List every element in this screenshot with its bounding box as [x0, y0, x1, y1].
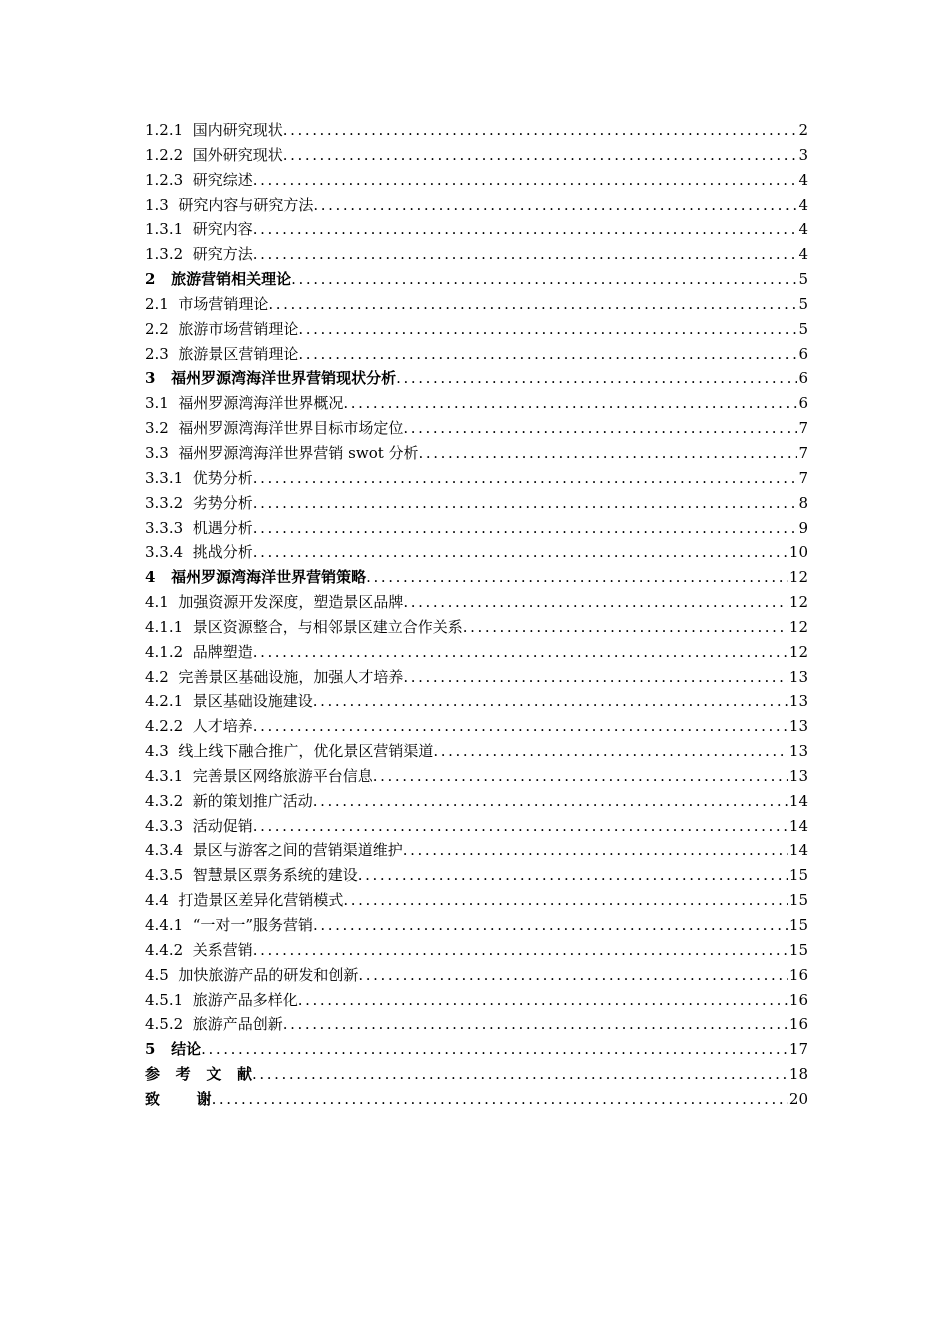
- toc-entry[interactable]: [145, 963, 808, 988]
- toc-entry-title: 3.3.3 机遇分析: [145, 518, 253, 537]
- toc-dot-leader: [253, 466, 798, 491]
- toc-entry-title: 4.3.4 景区与游客之间的营销渠道维护: [145, 841, 403, 860]
- toc-dot-leader: [253, 540, 788, 565]
- toc-entry[interactable]: [145, 342, 808, 367]
- toc-entry[interactable]: [145, 168, 808, 193]
- toc-page-number: 5: [798, 270, 808, 289]
- toc-entry-title: 4.1.1 景区资源整合，与相邻景区建立合作关系: [145, 617, 463, 636]
- toc-entry[interactable]: [145, 714, 808, 739]
- toc-entry[interactable]: [145, 988, 808, 1013]
- toc-dot-leader: [291, 267, 797, 292]
- toc-entry[interactable]: [145, 391, 808, 416]
- toc-entry-title: 2.1 市场营销理论: [145, 294, 269, 313]
- toc-dot-leader: [358, 863, 788, 888]
- toc-entry[interactable]: [145, 193, 808, 218]
- toc-dot-leader: [433, 739, 788, 764]
- toc-dot-leader: [212, 1087, 788, 1112]
- toc-entry-title: 3.3 福州罗源湾海洋世界营销 swot 分析: [145, 443, 419, 462]
- toc-entry[interactable]: [145, 689, 808, 714]
- toc-page-number: 7: [798, 443, 808, 462]
- toc-entry[interactable]: [145, 416, 808, 441]
- toc-page-number: 15: [788, 866, 808, 885]
- toc-entry[interactable]: [145, 540, 808, 565]
- toc-page-number: 6: [798, 369, 808, 388]
- toc-entry-title: 1.2.1 国内研究现状: [145, 121, 283, 139]
- table-of-contents: [145, 118, 808, 1112]
- toc-entry-title: 4.3.5 智慧景区票务系统的建设: [145, 866, 358, 885]
- toc-entry-title: 2.3 旅游景区营销理论: [145, 344, 299, 363]
- toc-dot-leader: [403, 590, 788, 615]
- toc-dot-leader: [298, 988, 788, 1013]
- toc-dot-leader: [463, 615, 788, 640]
- toc-entry[interactable]: [145, 764, 808, 789]
- toc-page-number: 3: [798, 145, 808, 164]
- toc-entry-title: 4.5.1 旅游产品多样化: [145, 990, 298, 1009]
- toc-entry-title: 4.3.2 新的策划推广活动: [145, 791, 313, 810]
- toc-page-number: 4: [798, 245, 808, 264]
- toc-entry-title: 4.4.1 “一对一”服务营销: [145, 916, 314, 934]
- toc-entry-title: 4.3 线上线下融合推广，优化景区营销渠道: [145, 742, 434, 761]
- toc-entry-title: 3.3.4 挑战分析: [145, 543, 253, 562]
- toc-page-number: 20: [788, 1089, 808, 1108]
- toc-page-number: 4: [798, 220, 808, 239]
- toc-entry-title: 2.2 旅游市场营销理论: [145, 319, 299, 338]
- toc-entry-title: 参 考 文 献: [145, 1065, 252, 1084]
- toc-entry[interactable]: [145, 665, 808, 690]
- toc-entry-title: 2 旅游营销相关理论: [145, 270, 292, 289]
- toc-page-number: 4: [798, 170, 808, 189]
- toc-entry-title: 4.4 打造景区差异化营销模式: [145, 891, 344, 910]
- toc-page-number: 10: [788, 543, 808, 562]
- toc-entry-chapter[interactable]: [145, 1062, 808, 1087]
- toc-entry[interactable]: [145, 516, 808, 541]
- toc-entry[interactable]: [145, 640, 808, 665]
- toc-dot-leader: [283, 118, 798, 143]
- toc-dot-leader: [283, 1012, 788, 1037]
- toc-page-number: 13: [788, 692, 808, 711]
- toc-dot-leader: [253, 491, 798, 516]
- toc-dot-leader: [253, 714, 788, 739]
- toc-dot-leader: [313, 689, 788, 714]
- toc-page-number: 14: [788, 791, 808, 810]
- toc-dot-leader: [403, 665, 788, 690]
- toc-dot-leader: [313, 913, 788, 938]
- toc-dot-leader: [253, 640, 788, 665]
- toc-entry-title: 1.3.2 研究方法: [145, 245, 253, 264]
- toc-entry[interactable]: [145, 938, 808, 963]
- toc-page-number: 13: [788, 667, 808, 686]
- toc-entry-title: 4.4.2 关系营销: [145, 940, 253, 959]
- toc-entry[interactable]: [145, 739, 808, 764]
- toc-page-number: 14: [788, 841, 808, 860]
- toc-page-number: 17: [788, 1040, 808, 1059]
- toc-page-number: 6: [798, 344, 808, 363]
- toc-entry-title: 3.2 福州罗源湾海洋世界目标市场定位: [145, 419, 404, 438]
- toc-dot-leader: [366, 565, 788, 590]
- toc-entry-title: 1.2.2 国外研究现状: [145, 145, 283, 164]
- toc-page-number: 16: [788, 1015, 808, 1034]
- toc-page-number: 13: [788, 742, 808, 761]
- toc-dot-leader: [268, 292, 797, 317]
- toc-entry[interactable]: [145, 317, 808, 342]
- toc-entry-chapter[interactable]: [145, 565, 808, 590]
- toc-page-number: 13: [788, 717, 808, 736]
- toc-entry-title: 4.5 加快旅游产品的研发和创新: [145, 965, 359, 984]
- toc-entry-title: 4.2 完善景区基础设施，加强人才培养: [145, 667, 404, 686]
- toc-dot-leader: [253, 168, 798, 193]
- toc-page-number: 7: [798, 468, 808, 487]
- toc-page-number: 13: [788, 766, 808, 785]
- toc-dot-leader: [403, 838, 788, 863]
- toc-entry-title: 4.3.1 完善景区网络旅游平台信息: [145, 766, 373, 785]
- toc-dot-leader: [373, 764, 788, 789]
- toc-dot-leader: [253, 242, 798, 267]
- toc-entry-title: 4.1 加强资源开发深度，塑造景区品牌: [145, 593, 404, 612]
- toc-page-number: 9: [798, 518, 808, 537]
- toc-entry[interactable]: [145, 590, 808, 615]
- toc-entry-title: 4.2.2 人才培养: [145, 717, 253, 736]
- toc-entry-title: 致 谢: [145, 1089, 212, 1108]
- toc-entry[interactable]: [145, 814, 808, 839]
- toc-page-number: 4: [798, 195, 808, 214]
- toc-entry[interactable]: [145, 913, 808, 938]
- toc-dot-leader: [253, 516, 798, 541]
- toc-dot-leader: [313, 193, 797, 218]
- toc-page-number: 14: [788, 816, 808, 835]
- toc-dot-leader: [252, 1062, 788, 1087]
- toc-entry[interactable]: [145, 1012, 808, 1037]
- toc-entry[interactable]: [145, 615, 808, 640]
- toc-entry[interactable]: [145, 863, 808, 888]
- toc-entry-title: 1.2.3 研究综述: [145, 170, 253, 189]
- toc-page-number: 18: [788, 1065, 808, 1084]
- toc-entry-title: 4.2.1 景区基础设施建设: [145, 692, 313, 711]
- toc-dot-leader: [298, 342, 797, 367]
- toc-page-number: 6: [798, 394, 808, 413]
- toc-dot-leader: [343, 888, 788, 913]
- toc-entry[interactable]: [145, 118, 808, 143]
- toc-dot-leader: [253, 217, 798, 242]
- toc-page-number: 15: [788, 940, 808, 959]
- toc-dot-leader: [358, 963, 788, 988]
- toc-page-number: 12: [788, 568, 808, 587]
- toc-entry[interactable]: [145, 242, 808, 267]
- toc-dot-leader: [283, 143, 798, 168]
- toc-page-number: 12: [788, 593, 808, 612]
- toc-entry-title: 1.3.1 研究内容: [145, 220, 253, 239]
- toc-entry-title: 3 福州罗源湾海洋世界营销现状分析: [145, 369, 397, 388]
- toc-entry-title: 4.3.3 活动促销: [145, 816, 253, 835]
- toc-entry-title: 4.1.2 品牌塑造: [145, 642, 253, 661]
- toc-page-number: 5: [798, 294, 808, 313]
- toc-entry-chapter[interactable]: [145, 1037, 808, 1062]
- toc-page-number: 15: [788, 891, 808, 910]
- toc-entry[interactable]: [145, 466, 808, 491]
- toc-entry[interactable]: [145, 292, 808, 317]
- toc-dot-leader: [396, 366, 797, 391]
- toc-entry-title: 4 福州罗源湾海洋世界营销策略: [145, 568, 367, 587]
- toc-page-number: 5: [798, 319, 808, 338]
- toc-dot-leader: [253, 814, 788, 839]
- toc-page-number: 12: [788, 617, 808, 636]
- toc-entry[interactable]: [145, 888, 808, 913]
- toc-entry-title: 1.3 研究内容与研究方法: [145, 195, 314, 214]
- toc-entry[interactable]: [145, 217, 808, 242]
- toc-dot-leader: [253, 938, 788, 963]
- toc-dot-leader: [201, 1037, 788, 1062]
- toc-page-number: 7: [798, 419, 808, 438]
- toc-entry-chapter[interactable]: [145, 267, 808, 292]
- toc-entry[interactable]: [145, 838, 808, 863]
- toc-entry-title: 5 结论: [145, 1040, 202, 1059]
- toc-dot-leader: [313, 789, 788, 814]
- toc-entry-chapter[interactable]: [145, 366, 808, 391]
- toc-entry[interactable]: [145, 143, 808, 168]
- toc-dot-leader: [298, 317, 797, 342]
- toc-page-number: 15: [788, 916, 808, 934]
- toc-dot-leader: [343, 391, 797, 416]
- toc-entry[interactable]: [145, 441, 808, 466]
- toc-dot-leader: [419, 441, 798, 466]
- toc-page-number: 16: [788, 990, 808, 1009]
- toc-entry-title: 4.5.2 旅游产品创新: [145, 1015, 283, 1034]
- toc-entry-title: 3.1 福州罗源湾海洋世界概况: [145, 394, 344, 413]
- toc-page-number: 12: [788, 642, 808, 661]
- toc-page-number: 8: [798, 493, 808, 512]
- toc-page-number: 2: [798, 121, 808, 139]
- toc-entry-title: 3.3.2 劣势分析: [145, 493, 253, 512]
- toc-dot-leader: [403, 416, 797, 441]
- toc-entry[interactable]: [145, 789, 808, 814]
- toc-entry-title: 3.3.1 优势分析: [145, 468, 253, 487]
- toc-page-number: 16: [788, 965, 808, 984]
- toc-entry-chapter[interactable]: [145, 1087, 808, 1112]
- toc-entry[interactable]: [145, 491, 808, 516]
